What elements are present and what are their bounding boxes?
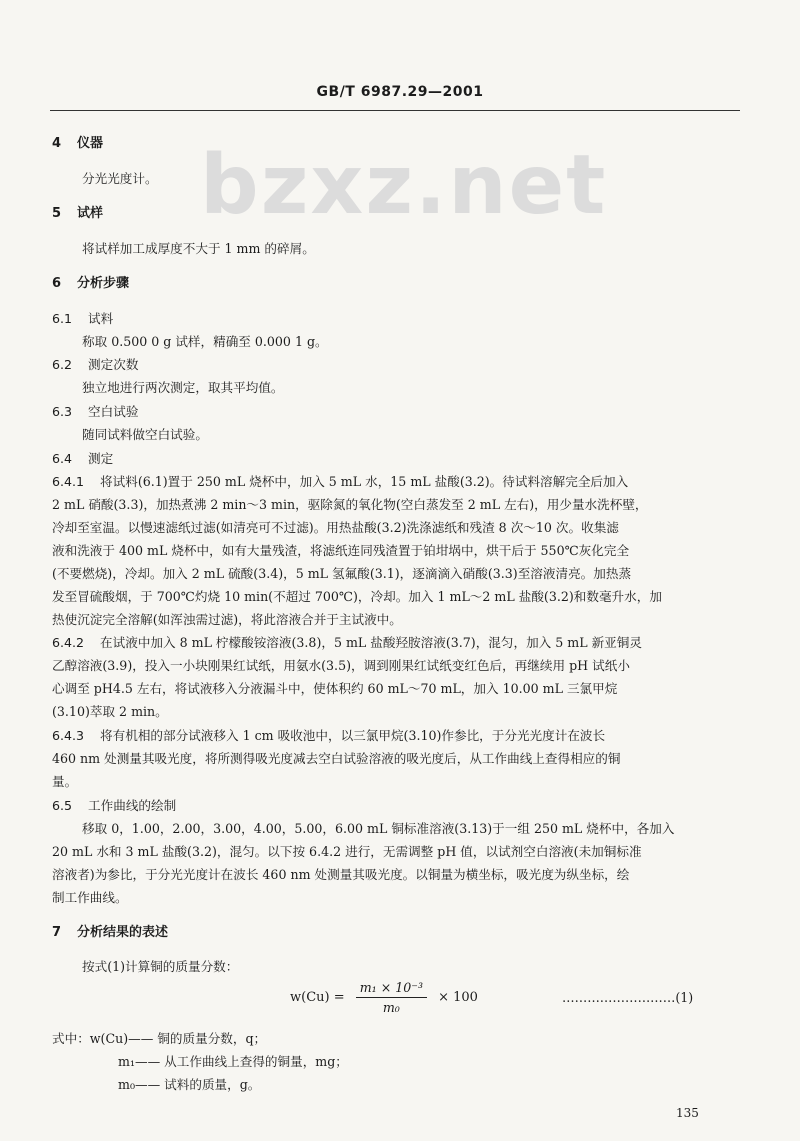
section-6-4-1-line: 热使沉淀完全溶解(如浑浊需过滤)，将此溶液合并于主试液中。 [52,612,402,627]
section-6-5-line: 溶液者)为参比，于分光光度计在波长 460 nm 处测量其吸光度。以铜量为横坐标，吸光度为纵坐标，绘 [52,867,630,882]
section-6-3-body: 随同试料做空白试验。 [82,427,208,442]
section-6-5-line: 移取 0，1.00，2.00，3.00，4.00，5.00，6.00 mL 铜标准溶液(3.13)于一组 250 mL 烧杯中，各加入 [82,821,675,836]
page-number: 135 [676,1106,699,1120]
section-7-intro: 按式(1)计算铜的质量分数： [82,959,239,974]
section-6-2-body: 独立地进行两次测定，取其平均值。 [82,380,284,395]
header-rule [50,110,740,111]
section-6-4-3-line: 6.4.3 将有机相的部分试液移入 1 cm 吸收池中，以三氯甲烷(3.10)作参比，于分光光度计在波长 [52,728,606,743]
section-6-4-2-line: 心调至 pH4.5 左右，将试液移入分液漏斗中，使体积约 60 mL～70 mL，加入 10.00 mL 三氯甲烷 [52,681,618,696]
section-6-4-1-line: 2 mL 硝酸(3.3)，加热煮沸 2 min～3 min，驱除氮的氧化物(空白蒸发至 2 mL 左右)，用少量水洗杯壁， [52,497,648,512]
formula-lhs: w(Cu) = [290,990,345,1005]
section-6-3-heading: 6.3 空白试验 [52,404,139,419]
section-6-5-heading: 6.5 工作曲线的绘制 [52,798,177,813]
section-4-heading: 4 仪器 [52,136,104,151]
section-6-2-heading: 6.2 测定次数 [52,357,139,372]
section-6-4-heading: 6.4 测定 [52,451,114,466]
standard-code-header: GB/T 6987.29—2001 [316,84,484,100]
section-5-body: 将试样加工成厚度不大于 1 mm 的碎屑。 [82,241,315,256]
formula-fraction [356,980,427,1015]
formula-numerator: m₁ × 10⁻³ [356,980,427,998]
section-6-4-2-line: (3.10)萃取 2 min。 [52,704,168,719]
formula-denominator: m₀ [382,1000,400,1015]
section-4-body: 分光光度计。 [82,171,158,186]
section-6-5-line: 制工作曲线。 [52,890,128,905]
where-line-m0: m₀—— 试料的质量，g。 [118,1077,261,1092]
where-line-wcu: 式中：w(Cu)—— 铜的质量分数，q； [52,1031,267,1046]
formula-rhs: × 100 [438,990,478,1005]
section-6-4-1-line: 冷却至室温。以慢速滤纸过滤(如清亮可不过滤)。用热盐酸(3.2)洗涤滤纸和残渣 8 次～10 次。收集滤 [52,520,619,535]
section-6-1-heading: 6.1 试料 [52,311,114,326]
section-5-heading: 5 试样 [52,206,104,221]
section-6-5-line: 20 mL 水和 3 mL 盐酸(3.2)，混匀。以下按 6.4.2 进行，无需调整 pH 值，以试剂空白溶液(未加铜标准 [52,844,642,859]
section-6-4-1-line: 液和洗液于 400 mL 烧杯中，如有大量残渣，将滤纸连同残渣置于铂坩埚中，烘干后于 550℃灰化完全 [52,543,630,558]
section-6-4-2-line: 乙醇溶液(3.9)，投入一小块刚果红试纸，用氨水(3.5)，调到刚果红试纸变红色后，再继续用 pH 试纸小 [52,658,630,673]
section-6-1-body: 称取 0.500 0 g 试样，精确至 0.000 1 g。 [82,334,328,349]
section-6-4-1-line: (不要燃烧)，冷却。加入 2 mL 硫酸(3.4)，5 mL 氢氟酸(3.1)，逐滴滴入硝酸(3.3)至溶液清亮。加热蒸 [52,566,632,581]
watermark: bzxz.net [200,138,608,233]
section-6-4-1-line: 发至冒硫酸烟，于 700℃灼烧 10 min(不超过 700℃)，冷却。加入 1 mL～2 mL 盐酸(3.2)和数毫升水，加 [52,589,662,604]
copper-mass-fraction-formula [290,980,478,1020]
section-6-4-3-line: 量。 [52,774,78,789]
section-6-4-2-line: 6.4.2 在试液中加入 8 mL 柠檬酸铵溶液(3.8)，5 mL 盐酸羟胺溶液(3.7)，混匀，加入 5 mL 新亚铜灵 [52,635,642,650]
section-6-4-3-line: 460 nm 处测量其吸光度，将所测得吸光度减去空白试验溶液的吸光度后，从工作曲线上查得相应的铜 [52,751,621,766]
equation-number: ………………………(1) [562,990,694,1005]
section-6-heading: 6 分析步骤 [52,276,130,291]
where-line-m1: m₁—— 从工作曲线上查得的铜量，mg； [118,1054,348,1069]
section-7-heading: 7 分析结果的表述 [52,925,169,940]
section-6-4-1-line: 6.4.1 将试料(6.1)置于 250 mL 烧杯中，加入 5 mL 水，15 mL 盐酸(3.2)。待试料溶解完全后加入 [52,474,629,489]
